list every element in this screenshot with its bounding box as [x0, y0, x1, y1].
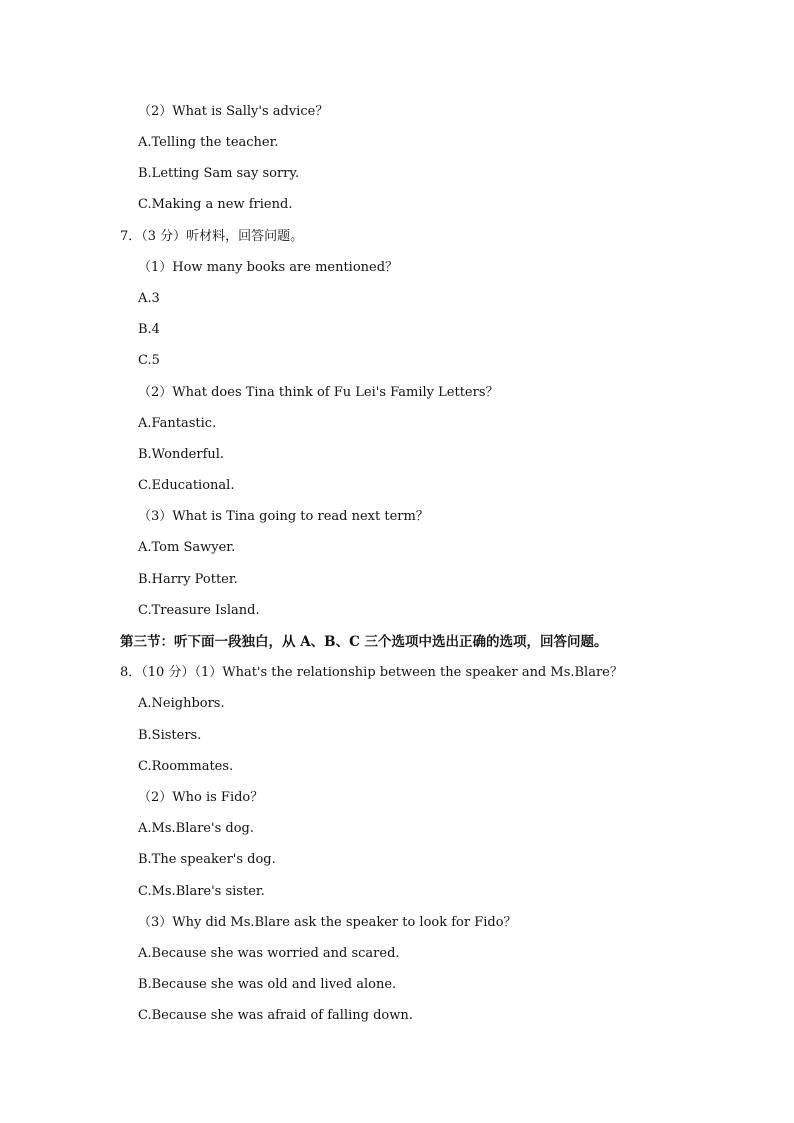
option-b: B.The speaker's dog.: [138, 852, 276, 867]
question-header: 7．（3 分）听材料，回答问题。: [120, 229, 304, 244]
option-a: A.Ms.Blare's dog.: [138, 821, 254, 836]
question-prompt: （3）What is Tina going to read next term？: [138, 509, 429, 524]
option-b: B.Wonderful.: [138, 447, 225, 462]
option-b: B.Sisters.: [138, 728, 202, 743]
question-prompt: （2）Who is Fido？: [138, 790, 264, 805]
option-a: A.Neighbors.: [138, 696, 225, 711]
question-prompt: （1）How many books are mentioned？: [138, 260, 399, 275]
section-title: 第三节：听下面一段独白，从 A、B、C 三个选项中选出正确的选项，回答问题。: [120, 634, 608, 650]
option-b: B.4: [138, 322, 160, 337]
option-c: C.5: [138, 353, 160, 368]
option-c: C.Because she was afraid of falling down.: [138, 1008, 413, 1023]
option-a: A.Fantastic.: [138, 416, 217, 431]
option-c: C.Educational.: [138, 478, 235, 493]
question-header: 8．（10 分）（1）What's the relationship between the speaker and Ms.Blare？: [120, 665, 623, 680]
option-a: A.Tom Sawyer.: [138, 540, 236, 555]
question-prompt: （3）Why did Ms.Blare ask the speaker to look for Fido？: [138, 915, 517, 930]
option-a: A.Because she was worried and scared.: [138, 946, 400, 961]
option-c: C.Treasure Island.: [138, 603, 260, 618]
option-c: C.Roommates.: [138, 759, 234, 774]
option-c: C.Making a new friend.: [138, 197, 293, 212]
option-b: B.Because she was old and lived alone.: [138, 977, 397, 992]
option-a: A.Telling the teacher.: [138, 135, 279, 150]
question-prompt: （2）What does Tina think of Fu Lei's Family Letters？: [138, 385, 499, 400]
option-b: B.Harry Potter.: [138, 572, 238, 587]
option-a: A.3: [138, 291, 160, 306]
option-b: B.Letting Sam say sorry.: [138, 166, 300, 181]
question-prompt: （2）What is Sally's advice？: [138, 104, 329, 119]
option-c: C.Ms.Blare's sister.: [138, 884, 265, 899]
